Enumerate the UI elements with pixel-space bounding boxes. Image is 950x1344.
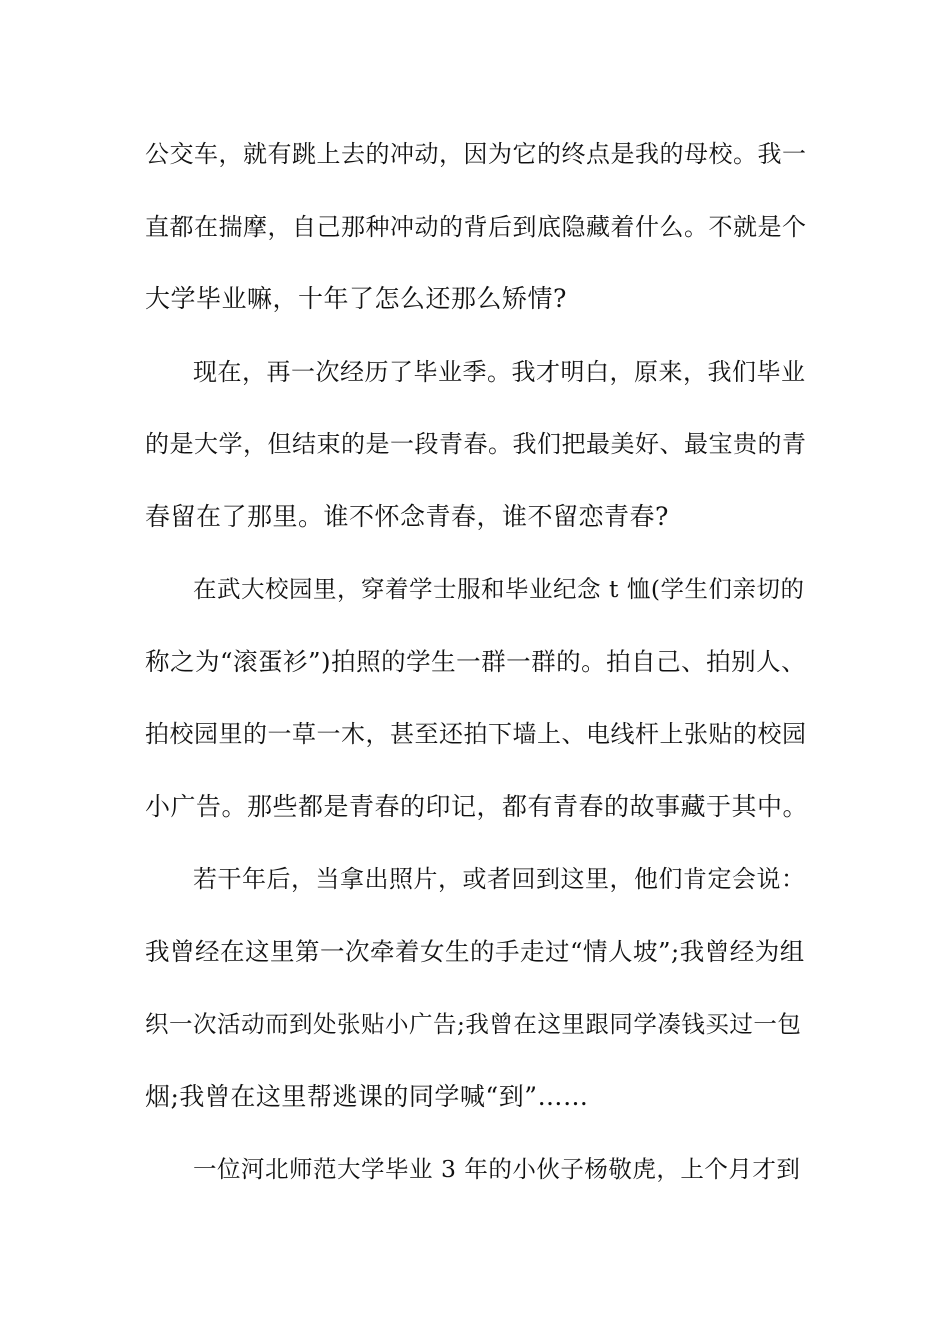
text-line-12: 我曾经在这里第一次牵着女生的手走过“情人坡”;我曾经为组 [145,936,805,966]
text-line-3: 大学毕业嘛，十年了怎么还那么矫情? [145,284,567,313]
text-line-4: 现在，再一次经历了毕业季。我才明白，原来，我们毕业 [193,357,806,386]
text-line-8: 称之为“滚蛋衫”)拍照的学生一群一群的。拍自己、拍别人、 [145,646,807,676]
text-line-9: 拍校园里的一草一木，甚至还拍下墙上、电线杆上张贴的校园 [145,720,807,748]
text-line-11: 若干年后，当拿出照片，或者回到这里，他们肯定会说： [193,865,806,893]
text-line-15: 一位河北师范大学毕业 3 年的小伙子杨敬虎，上个月才到 [193,1155,801,1183]
text-line-2: 直都在揣摩，自己那种冲动的背后到底隐藏着什么。不就是个 [145,212,807,241]
document-body [145,126,810,1214]
text-line-14: 烟;我曾在这里帮逃课的同学喊“到”…… [145,1081,589,1111]
text-line-5: 的是大学，但结束的是一段青春。我们把最美好、最宝贵的青 [145,430,807,458]
text-line-7: 在武大校园里，穿着学士服和毕业纪念 t 恤(学生们亲切的 [193,575,805,603]
text-line-6: 春留在了那里。谁不怀念青春，谁不留恋青春? [145,501,669,531]
text-line-10: 小广告。那些都是青春的印记，都有青春的故事藏于其中。 [145,791,809,821]
text-line-13: 织一次活动而到处张贴小广告;我曾在这里跟同学凑钱买过一包 [145,1010,802,1038]
text-line-1: 公交车，就有跳上去的冲动，因为它的终点是我的母校。我一 [145,140,807,168]
